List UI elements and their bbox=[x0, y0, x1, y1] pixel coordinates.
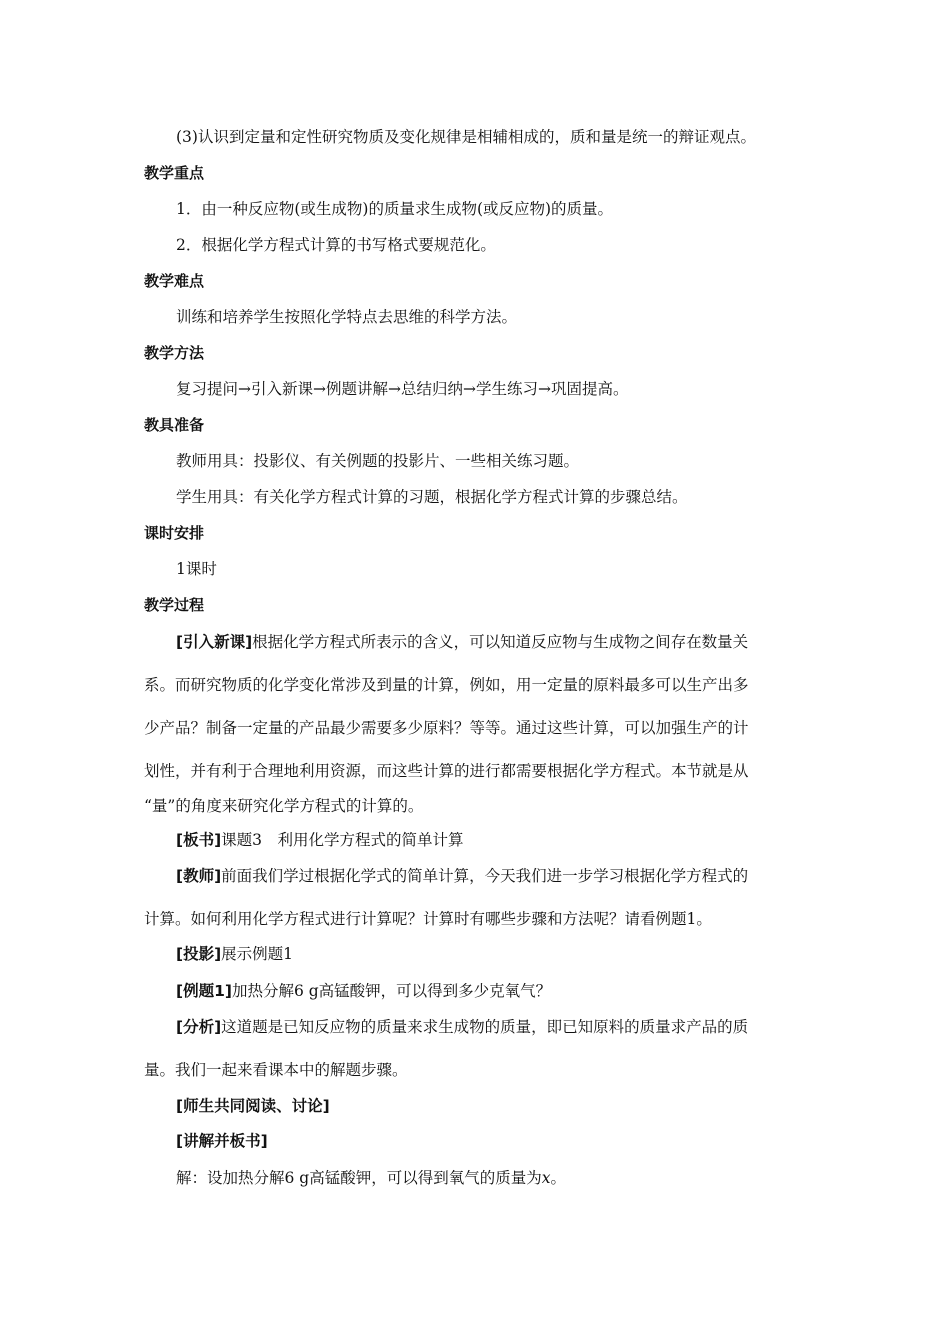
intro-line-2: 系。而研究物质的化学变化常涉及到量的计算，例如，用一定量的原料最多可以生产出多 bbox=[144, 676, 749, 694]
example-tag: [例题1] bbox=[176, 982, 232, 1000]
key-point-2: 2．根据化学方程式计算的书写格式要规范化。 bbox=[176, 236, 496, 254]
schedule-text: 1课时 bbox=[176, 560, 217, 578]
teacher-line-1: 前面我们学过根据化学式的简单计算，今天我们进一步学习根据化学方程式的 bbox=[221, 867, 749, 885]
teacher-line-2: 计算。如何利用化学方程式进行计算呢？计算时有哪些步骤和方法呢？请看例题1。 bbox=[144, 910, 712, 928]
solution-text: 解：设加热分解6 g高锰酸钾，可以得到氧气的质量为 bbox=[176, 1169, 542, 1187]
solution-end: 。 bbox=[550, 1169, 566, 1187]
analysis-line bbox=[176, 1017, 748, 1037]
goal-3: (3)认识到定量和定性研究物质及变化规律是相辅相成的，质和量是统一的辩证观点。 bbox=[176, 128, 756, 146]
board-tag: [板书] bbox=[176, 831, 222, 849]
intro-tag: [引入新课] bbox=[176, 633, 253, 651]
heading-key-points: 教学重点 bbox=[144, 164, 205, 182]
difficulties-text: 训练和培养学生按照化学特点去思维的科学方法。 bbox=[176, 308, 518, 326]
analysis-tag: [分析] bbox=[176, 1018, 222, 1036]
board-text: 课题3 利用化学方程式的简单计算 bbox=[221, 831, 464, 849]
example-text: 加热分解6 g高锰酸钾，可以得到多少克氧气？ bbox=[231, 982, 552, 1000]
methods-text: 复习提问→引入新课→例题讲解→总结归纳→学生练习→巩固提高。 bbox=[176, 380, 629, 398]
heading-difficulties: 教学难点 bbox=[144, 272, 205, 290]
heading-process: 教学过程 bbox=[144, 596, 205, 614]
heading-methods: 教学方法 bbox=[144, 344, 205, 362]
teacher-tools: 教师用具：投影仪、有关例题的投影片、一些相关练习题。 bbox=[176, 452, 580, 470]
heading-tools: 教具准备 bbox=[144, 416, 205, 434]
projection-text: 展示例题1 bbox=[221, 945, 294, 963]
intro-line-1: 根据化学方程式所表示的含义，可以知道反应物与生成物之间存在数量关 bbox=[252, 633, 749, 651]
student-tools: 学生用具：有关化学方程式计算的习题，根据化学方程式计算的步骤总结。 bbox=[176, 488, 688, 506]
intro-line-4: 划性，并有利于合理地利用资源，而这些计算的进行都需要根据化学方程式。本节就是从 bbox=[144, 762, 749, 780]
teacher-line bbox=[176, 866, 748, 886]
solution-line bbox=[176, 1168, 566, 1188]
read-discuss-tag: [师生共同阅读、讨论] bbox=[176, 1097, 330, 1115]
projection-tag: [投影] bbox=[176, 945, 222, 963]
intro-paragraph-line bbox=[176, 632, 748, 652]
solution-variable: x bbox=[541, 1169, 551, 1187]
projection-line bbox=[176, 944, 293, 964]
explain-tag: [讲解并板书] bbox=[176, 1132, 268, 1150]
teacher-tag: [教师] bbox=[176, 867, 222, 885]
intro-line-5: “量”的角度来研究化学方程式的计算的。 bbox=[144, 797, 424, 815]
analysis-line-2: 量。我们一起来看课本中的解题步骤。 bbox=[144, 1061, 408, 1079]
intro-line-3: 少产品？制备一定量的产品最少需要多少原料？等等。通过这些计算，可以加强生产的计 bbox=[144, 719, 749, 737]
example-line bbox=[176, 981, 551, 1001]
board-line bbox=[176, 830, 464, 850]
analysis-line-1: 这道题是已知反应物的质量来求生成物的质量，即已知原料的质量求产品的质 bbox=[221, 1018, 749, 1036]
heading-schedule: 课时安排 bbox=[144, 524, 205, 542]
key-point-1: 1．由一种反应物(或生成物)的质量求生成物(或反应物)的质量。 bbox=[176, 200, 614, 218]
